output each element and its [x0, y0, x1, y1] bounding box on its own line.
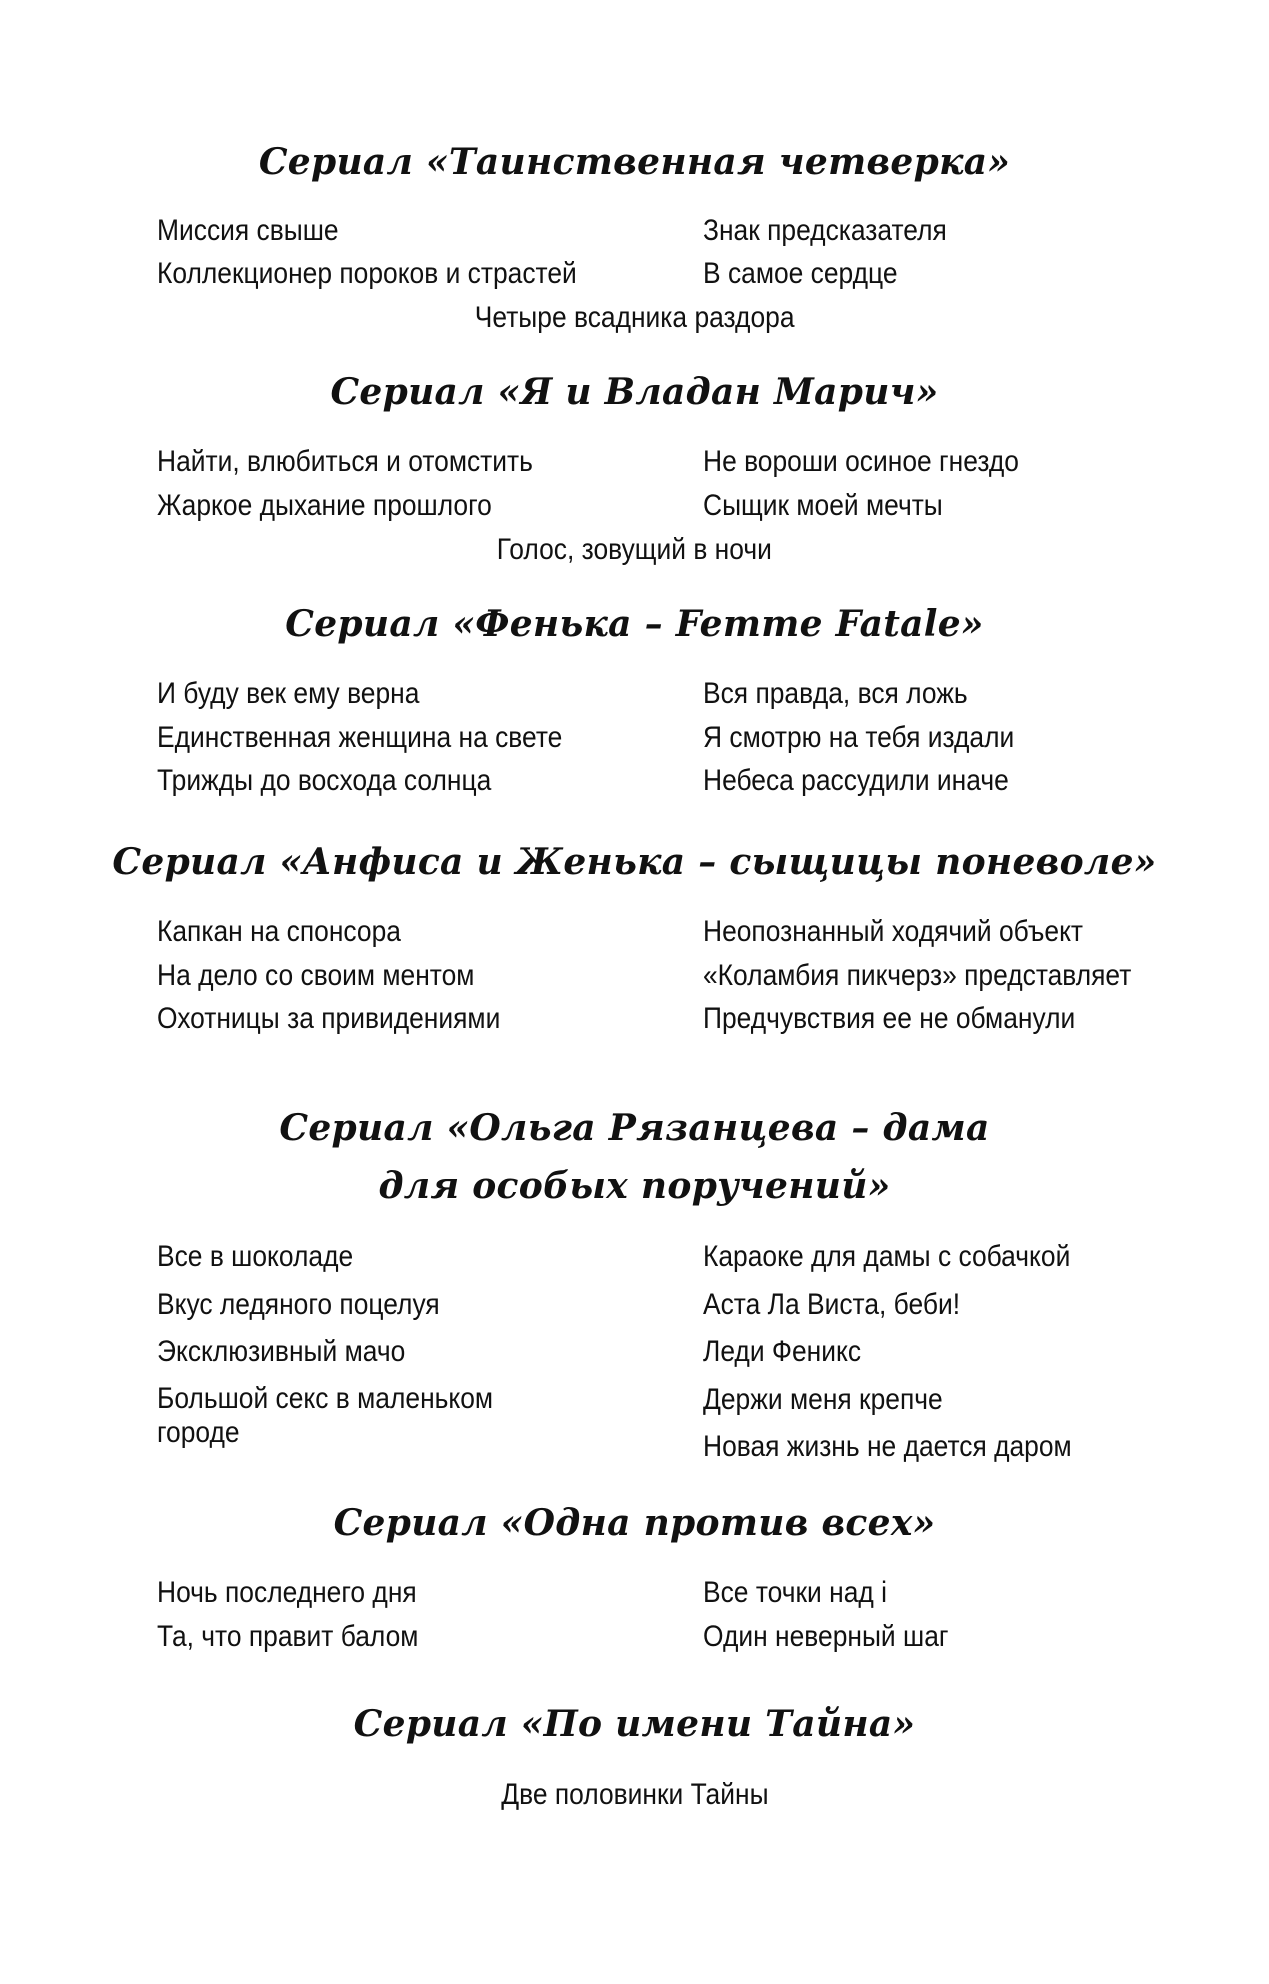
book-title: Ночь последнего дня	[157, 1576, 417, 1609]
series-title-line: Сериал «Ольга Рязанцева – дама	[279, 1107, 990, 1149]
book-title: Эксклюзивный мачо	[157, 1335, 406, 1368]
series-title-line: для особых поручений»	[378, 1165, 891, 1207]
book-title: Все в шоколаде	[157, 1240, 354, 1273]
book-title: Новая жизнь не дается даром	[703, 1430, 1072, 1463]
book-title: И буду век ему верна	[157, 677, 420, 710]
book-title: Большой секс в маленьком городе	[157, 1382, 494, 1449]
book-title: Голос, зовущий в ночи	[496, 533, 773, 566]
book-title: Аста Ла Виста, беби!	[703, 1288, 961, 1321]
book-title: Четыре всадника раздора	[474, 301, 795, 334]
book-title-centered	[0, 1777, 1269, 1813]
book-title: Знак предсказателя	[703, 214, 947, 247]
series-title: Сериал «По имени Тайна»	[353, 1703, 916, 1745]
book-title: В самое сердце	[703, 257, 898, 290]
book-title: Караоке для дамы с собачкой	[703, 1240, 1071, 1273]
book-title: Охотницы за привидениями	[157, 1002, 501, 1035]
book-title: Коллекционер пороков и страстей	[157, 257, 577, 290]
series-title: Сериал «Таинственная четверка»	[258, 141, 1011, 183]
book-title: Трижды до восхода солнца	[157, 764, 492, 797]
book-title: Миссия свыше	[157, 214, 339, 247]
book-title: Сыщик моей мечты	[703, 489, 943, 522]
book-title: «Коламбия пикчерз» представляет	[703, 959, 1132, 992]
book-title: Небеса рассудили иначе	[703, 764, 1009, 797]
book-title: Две половинки Тайны	[500, 1778, 769, 1811]
book-title: На дело со своим ментом	[157, 959, 475, 992]
series-title: Сериал «Одна против всех»	[333, 1502, 936, 1544]
book-title: Предчувствия ее не обманули	[703, 1002, 1076, 1035]
book-title: Жаркое дыхание прошлого	[157, 489, 492, 522]
book-title: Единственная женщина на свете	[157, 721, 563, 754]
book-title: Все точки над i	[703, 1576, 887, 1609]
series-title: Сериал «Фенька – Femme Fatale»	[285, 603, 984, 645]
book-title: Найти, влюбиться и отомстить	[157, 445, 533, 478]
series-title	[0, 1099, 1269, 1215]
book-title: Неопознанный ходячий объект	[703, 915, 1084, 948]
book-title: Капкан на спонсора	[157, 915, 401, 948]
book-title: Держи меня крепче	[703, 1383, 943, 1416]
book-title: Вкус ледяного поцелуя	[157, 1288, 440, 1321]
book-title-centered	[0, 532, 1269, 568]
book-title-centered	[0, 300, 1269, 336]
series-title: Сериал «Анфиса и Женька – сыщицы поневоле»	[112, 841, 1157, 883]
book-title: Та, что правит балом	[157, 1620, 419, 1653]
book-title: Один неверный шаг	[703, 1620, 949, 1653]
book-title: Леди Феникс	[703, 1335, 862, 1368]
series-title: Сериал «Я и Владан Марич»	[330, 371, 939, 413]
book-title: Я смотрю на тебя издали	[703, 721, 1015, 754]
book-title: Не вороши осиное гнездо	[703, 445, 1019, 478]
book-title: Вся правда, вся ложь	[703, 677, 968, 710]
